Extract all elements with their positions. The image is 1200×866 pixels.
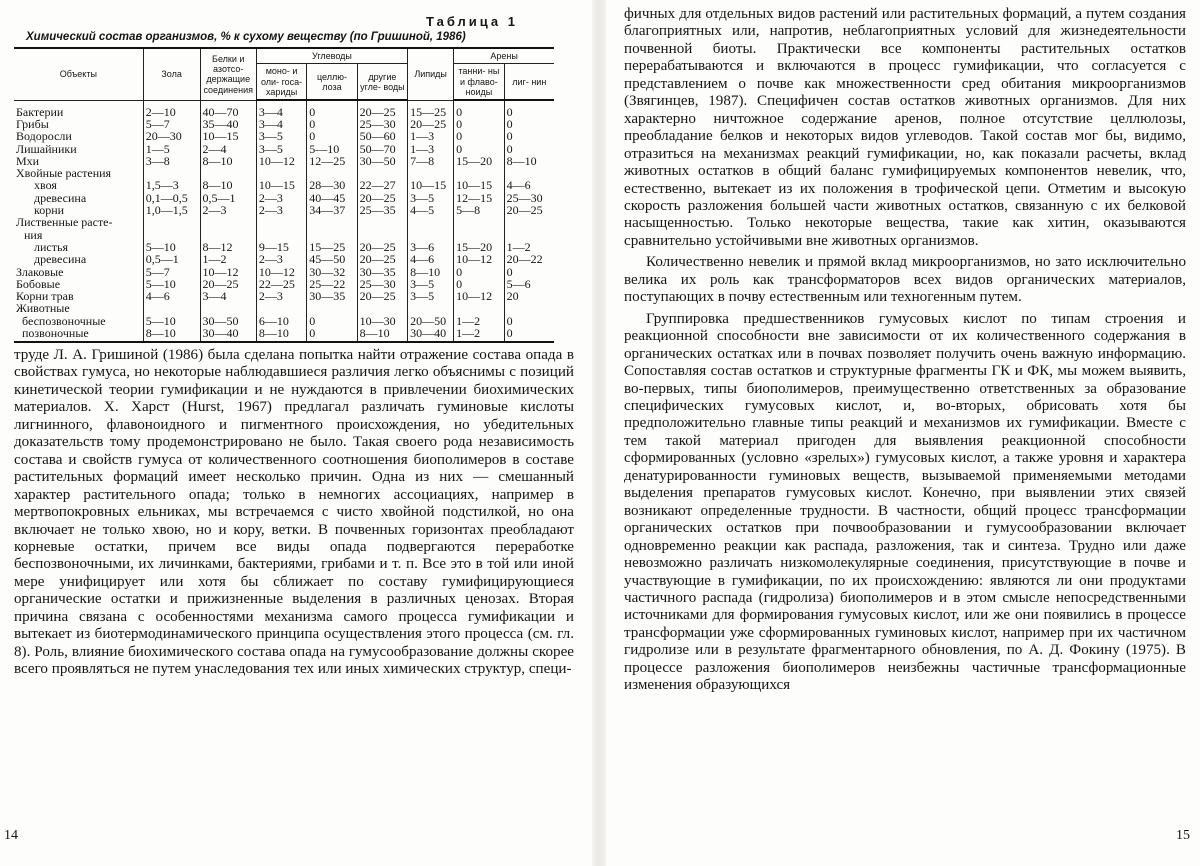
row-label: Корни трав <box>14 290 143 302</box>
table-cell: 30—35 <box>357 265 407 277</box>
table-cell: 30—50 <box>357 155 407 167</box>
page-number-right: 15 <box>1176 828 1190 844</box>
header-proteins: Белки и азотсо- держащие соединения <box>200 48 256 100</box>
table-cell: 8—12 <box>200 241 256 253</box>
table-cell: 0,5—1 <box>200 191 256 203</box>
left-paragraph: труде Л. А. Гришиной (1986) была сделана попытка найти отражение состава опада в свойствах гумуса, но некоторые наблюдавшиеся различия легко объяснимы с позиций кинетической теории гумификации и не нуждаются в привлечении биохимических материалов. Х. Харст (Hurst, 1967) предлагал различать гуминовые кислоты лигнинного, флавоноидного и пигментного происхождения, но убедительных доказательств тому продемонстрировано не было. Такая своего рода независимость состава и свойств гумуса от количественного соотношения биополимеров в составе растительных формаций имеет несколько причин. Одна из них — смешанный характер растительного опада; только в немногих ассоциациях, например в мертвопокровных ельниках, мы встречаемся с чисто хвойной подстилкой, но она включает не только хвою, но и кору, ветки. В почвенных горизонтах преобладают корневые остатки, причем все виды опада подвергаются переработке беспозвоночными, их личинками, бактериями, грибами и т. п. Все это в той или иной мере унифицирует или хотя бы сближает по составу гумифицирующиеся органические остатки и прижизненные выделения в различных ценозах. Вторая причина связана с особенностями механизма самого процесса гумификации и вытекает из биотермодинамического принципа осуществления этого процесса (см. гл. 8). Роль, влияние биохимического состава опада на гумусообразование должны скорее всего проявляться не путем унаследования тех или иных химических структур, специ- <box>14 347 574 679</box>
table-cell: 5—10 <box>307 142 357 154</box>
table-cell: 20—25 <box>200 278 256 290</box>
table-cell: 40—45 <box>307 191 357 203</box>
table-cell: 30—50 <box>200 314 256 326</box>
table-cell: 20—25 <box>408 118 454 130</box>
table-cell: 1—2 <box>454 327 504 342</box>
row-label: хвоя <box>14 179 143 191</box>
table-cell <box>504 302 554 314</box>
right-body-text <box>624 6 1186 695</box>
row-label: Бобовые <box>14 278 143 290</box>
table-cell: 25—22 <box>307 278 357 290</box>
table-cell <box>256 216 306 228</box>
table-cell: 25—30 <box>357 278 407 290</box>
table-cell: 40—70 <box>200 100 256 117</box>
table-cell: 2—3 <box>256 290 306 302</box>
table-cell: 1—2 <box>504 241 554 253</box>
left-page <box>0 0 592 866</box>
table-cell: 15—20 <box>454 155 504 167</box>
table-row <box>14 314 554 326</box>
table-cell: 5—8 <box>454 204 504 216</box>
table-cell: 2—3 <box>256 204 306 216</box>
table-cell: 4—5 <box>408 204 454 216</box>
row-label: древесина <box>14 191 143 203</box>
table-cell: 0 <box>454 118 504 130</box>
table-cell: 10—12 <box>200 265 256 277</box>
table-cell <box>200 302 256 314</box>
table-cell <box>357 302 407 314</box>
table-row <box>14 191 554 203</box>
table-cell: 5—10 <box>143 278 200 290</box>
row-label: Водоросли <box>14 130 143 142</box>
header-other-carbs: другие угле- воды <box>357 64 407 101</box>
row-label: Бактерии <box>14 100 143 117</box>
table-cell: 15—25 <box>408 100 454 117</box>
table-cell <box>200 228 256 240</box>
table-cell: 0,5—1 <box>143 253 200 265</box>
table-cell: 20—25 <box>504 204 554 216</box>
table-cell: 0 <box>504 314 554 326</box>
table-cell: 7—8 <box>408 155 454 167</box>
table-cell: 9—15 <box>256 241 306 253</box>
table-cell: 0 <box>454 265 504 277</box>
table-cell: 3—4 <box>256 118 306 130</box>
table-cell: 3—4 <box>200 290 256 302</box>
table-cell: 0 <box>307 314 357 326</box>
table-row <box>14 253 554 265</box>
table-cell: 35—40 <box>200 118 256 130</box>
table-cell <box>357 167 407 179</box>
table-cell: 22—25 <box>256 278 306 290</box>
table-cell: 8—10 <box>408 265 454 277</box>
table-cell: 10—15 <box>200 130 256 142</box>
header-ash: Зола <box>143 48 200 100</box>
table-cell: 3—6 <box>408 241 454 253</box>
table-row <box>14 228 554 240</box>
right-paragraph-3: Группировка предшественников гумусовых кислот по типам строения и реакционной способности вне зависимости от их количественного содержания в органических остатках или в почвах позволяет получить очень важную информацию. Сопоставляя состав остатков и структурные фрагменты ГК и ФК, мы можем выявить, во-первых, типы биополимеров, преимущественно ответственных за образование специфических гумусовых кислот, и, во-вторых, обрисовать хотя бы предположительно главные типы реакций и механизмов их гумификации. Вместе с тем такой материал пригоден для выявления реакционной способности сформированных (условно «зрелых») гумусовых кислот, а также уровня и характера денатурированности гуминовых веществ, вызываемой применяемыми методами выделения препаратов гумусовых кислот. Конечно, при выявлении этих связей возникают определенные трудности. В частности, общий процесс трансформации органических остатков при почвообразовании и гумусообразовании включает одновременно реакции как распада, разложения, так и синтеза. Трудно или даже невозможно различать низкомолекулярные соединения, присутствующие в почве и участвующие в гумификации, по их происхождению: являются ли они продуктами частичного распада (гидролиза) биополимеров и в этом смысле непосредственными источниками для формирования гумусовых кислот, или же они появились в процессе трансформации уже сформированных гуминовых кислот, например при их частичном гидролизе или в результате фрагментарного обновления, по А. Д. Фокину (1975). В процессе разложения биополимеров неизбежны частичные трансформационные изменения образующихся <box>624 311 1186 695</box>
right-page <box>606 0 1200 866</box>
table-cell: 3—5 <box>256 142 306 154</box>
row-label: Животные <box>14 302 143 314</box>
table-cell <box>504 167 554 179</box>
row-label: Злаковые <box>14 265 143 277</box>
book-spread <box>0 0 1200 866</box>
table-cell: 8—10 <box>200 155 256 167</box>
table-cell: 28—30 <box>307 179 357 191</box>
right-paragraph-1: фичных для отдельных видов растений или растительных формаций, а путем создания благоприятных или, напротив, неблагоприятных условий для жизнедеятельности почвенной биоты. Практически все компоненты растительных остатков перерабатываются и включаются в процесс гумификации, что согласуется с представлением о почве как множественности сред обитания микроорганизмов (Звягинцев, 1987). Специфичен состав остатков животных организмов. Для них характерно ничтожное содержание аренов, полное отсутствие целлюлозы, преобладание белков и некоторых видов углеводов. Такой состав мог бы, видимо, отразиться на механизмах реакций гумификации, но, как показали расчеты, вклад животных остатков в общий баланс гумифицируемых компонентов невелик, что, естественно, вытекает из их положения в трофической цепи. Отметим и высокую скорость разложения большей части животных остатков, связанную с их белковой насыщенностью. Только некоторые вещества, такие как хитин, оказываются сравнительно устойчивыми вне животных организмов. <box>624 6 1186 250</box>
table-cell: 10—12 <box>454 290 504 302</box>
row-label: Лишайники <box>14 142 143 154</box>
table-row <box>14 278 554 290</box>
table-cell: 0 <box>504 118 554 130</box>
table-row <box>14 204 554 216</box>
table-row <box>14 290 554 302</box>
table-cell: 8—10 <box>504 155 554 167</box>
table-cell: 22—27 <box>357 179 407 191</box>
table-cell: 0 <box>307 327 357 342</box>
table-cell <box>256 302 306 314</box>
table-cell: 20—30 <box>143 130 200 142</box>
table-cell: 0,1—0,5 <box>143 191 200 203</box>
table-cell <box>454 167 504 179</box>
header-objects: Объекты <box>14 48 143 100</box>
table-row <box>14 179 554 191</box>
table-row <box>14 142 554 154</box>
row-label: позвоночные <box>14 327 143 342</box>
table-cell: 3—5 <box>408 278 454 290</box>
table-cell: 0 <box>504 265 554 277</box>
table-cell <box>408 216 454 228</box>
table-cell <box>200 216 256 228</box>
table-cell: 2—3 <box>256 253 306 265</box>
table-cell <box>200 167 256 179</box>
table-cell: 6—10 <box>256 314 306 326</box>
table-cell: 0 <box>454 100 504 117</box>
header-tannins: танни- ны и флаво- ноиды <box>454 64 504 101</box>
row-label: беспозвоночные <box>14 314 143 326</box>
left-body-text <box>14 347 574 679</box>
table-cell: 15—20 <box>454 241 504 253</box>
table-cell: 5—7 <box>143 265 200 277</box>
table-cell: 1,5—3 <box>143 179 200 191</box>
table-cell: 0 <box>504 130 554 142</box>
table-cell <box>454 216 504 228</box>
header-lignins: лиг- нин <box>504 64 554 101</box>
table-cell: 20—25 <box>357 191 407 203</box>
table-cell: 10—30 <box>357 314 407 326</box>
table-cell: 1—2 <box>200 253 256 265</box>
table-cell <box>454 228 504 240</box>
table-cell: 30—32 <box>307 265 357 277</box>
table-cell: 20—25 <box>357 241 407 253</box>
table-cell <box>256 167 306 179</box>
table-cell: 5—10 <box>143 241 200 253</box>
table-cell: 5—7 <box>143 118 200 130</box>
table-cell: 8—10 <box>200 179 256 191</box>
table-cell: 8—10 <box>357 327 407 342</box>
table-cell: 25—30 <box>504 191 554 203</box>
table-cell: 0 <box>504 327 554 342</box>
table-row <box>14 265 554 277</box>
table-cell <box>143 167 200 179</box>
row-label: корни <box>14 204 143 216</box>
table-cell: 12—15 <box>454 191 504 203</box>
table-cell: 0 <box>454 278 504 290</box>
book-gutter <box>592 0 606 866</box>
table-cell: 30—40 <box>408 327 454 342</box>
table-cell: 30—35 <box>307 290 357 302</box>
table-cell <box>143 216 200 228</box>
table-cell: 20 <box>504 290 554 302</box>
table-cell <box>307 167 357 179</box>
table-cell: 4—6 <box>408 253 454 265</box>
table-cell: 45—50 <box>307 253 357 265</box>
table-cell <box>307 216 357 228</box>
table-cell: 50—60 <box>357 130 407 142</box>
table-cell: 2—4 <box>200 142 256 154</box>
table-cell: 20—25 <box>357 100 407 117</box>
table-cell: 20—25 <box>357 253 407 265</box>
table-cell <box>408 228 454 240</box>
table-cell: 1—2 <box>454 314 504 326</box>
table-cell: 12—25 <box>307 155 357 167</box>
table-row <box>14 100 554 117</box>
table-row <box>14 241 554 253</box>
page-number-left: 14 <box>4 828 18 844</box>
table-row <box>14 155 554 167</box>
header-cellulose: целлю- лоза <box>307 64 357 101</box>
table-cell: 3—5 <box>256 130 306 142</box>
table-cell <box>307 302 357 314</box>
table-cell: 3—8 <box>143 155 200 167</box>
table-cell: 10—12 <box>256 265 306 277</box>
row-label: листья <box>14 241 143 253</box>
row-label: Лиственные расте- <box>14 216 143 228</box>
header-carbohydrates: Углеводы <box>256 48 407 64</box>
table-cell: 10—12 <box>454 253 504 265</box>
table-cell <box>504 216 554 228</box>
table-cell: 10—15 <box>408 179 454 191</box>
table-number: Таблица 1 <box>14 14 518 29</box>
table-cell: 50—70 <box>357 142 407 154</box>
table-cell: 2—10 <box>143 100 200 117</box>
table-cell: 0 <box>307 100 357 117</box>
table-cell: 0 <box>307 118 357 130</box>
table-row <box>14 216 554 228</box>
table-cell: 5—10 <box>143 314 200 326</box>
table-cell: 0 <box>504 142 554 154</box>
table-row <box>14 167 554 179</box>
table-row <box>14 302 554 314</box>
table-cell <box>307 228 357 240</box>
table-cell <box>357 216 407 228</box>
table-cell: 1—3 <box>408 130 454 142</box>
table-cell: 30—40 <box>200 327 256 342</box>
table-cell: 4—6 <box>504 179 554 191</box>
table-cell: 1,0—1,5 <box>143 204 200 216</box>
table-row <box>14 130 554 142</box>
table-cell: 15—25 <box>307 241 357 253</box>
table-cell <box>408 302 454 314</box>
row-label: ния <box>14 228 143 240</box>
row-label: древесина <box>14 253 143 265</box>
table-row <box>14 327 554 342</box>
table-cell: 1—5 <box>143 142 200 154</box>
header-mono: моно- и оли- госа- хариды <box>256 64 306 101</box>
row-label: Хвойные растения <box>14 167 143 179</box>
table-cell: 3—5 <box>408 290 454 302</box>
table-cell: 10—15 <box>256 179 306 191</box>
table-caption: Химический состав организмов, % к сухому веществу (по Гришиной, 1986) <box>26 31 574 43</box>
table-cell <box>408 167 454 179</box>
table-cell: 10—12 <box>256 155 306 167</box>
table-cell: 20—50 <box>408 314 454 326</box>
table-cell: 10—15 <box>454 179 504 191</box>
table-cell <box>143 302 200 314</box>
table-cell: 0 <box>454 142 504 154</box>
row-label: Мхи <box>14 155 143 167</box>
table-cell <box>357 228 407 240</box>
header-lipids: Липиды <box>408 48 454 100</box>
table-cell: 8—10 <box>143 327 200 342</box>
table-cell: 25—35 <box>357 204 407 216</box>
table-cell <box>143 228 200 240</box>
row-label: Грибы <box>14 118 143 130</box>
table-cell <box>454 302 504 314</box>
table-cell <box>504 228 554 240</box>
table-cell: 3—5 <box>408 191 454 203</box>
table-cell: 20—25 <box>357 290 407 302</box>
table-cell: 0 <box>307 130 357 142</box>
table-cell: 25—30 <box>357 118 407 130</box>
table-row <box>14 118 554 130</box>
table-cell: 3—4 <box>256 100 306 117</box>
table-cell: 2—3 <box>256 191 306 203</box>
table-cell: 2—3 <box>200 204 256 216</box>
table-cell: 0 <box>454 130 504 142</box>
table-body <box>14 100 554 342</box>
chemical-composition-table <box>14 47 554 343</box>
table-cell: 8—10 <box>256 327 306 342</box>
header-arenes: Арены <box>454 48 554 64</box>
table-cell: 5—6 <box>504 278 554 290</box>
table-cell: 34—37 <box>307 204 357 216</box>
table-cell: 1—3 <box>408 142 454 154</box>
table-cell: 20—22 <box>504 253 554 265</box>
table-cell <box>256 228 306 240</box>
right-paragraph-2: Количественно невелик и прямой вклад микроорганизмов, но зато исключительно велика их роль как трансформаторов всех видов органических материалов, поступающих в почву естественным или техногенным путем. <box>624 254 1186 306</box>
table-cell: 4—6 <box>143 290 200 302</box>
table-cell: 0 <box>504 100 554 117</box>
